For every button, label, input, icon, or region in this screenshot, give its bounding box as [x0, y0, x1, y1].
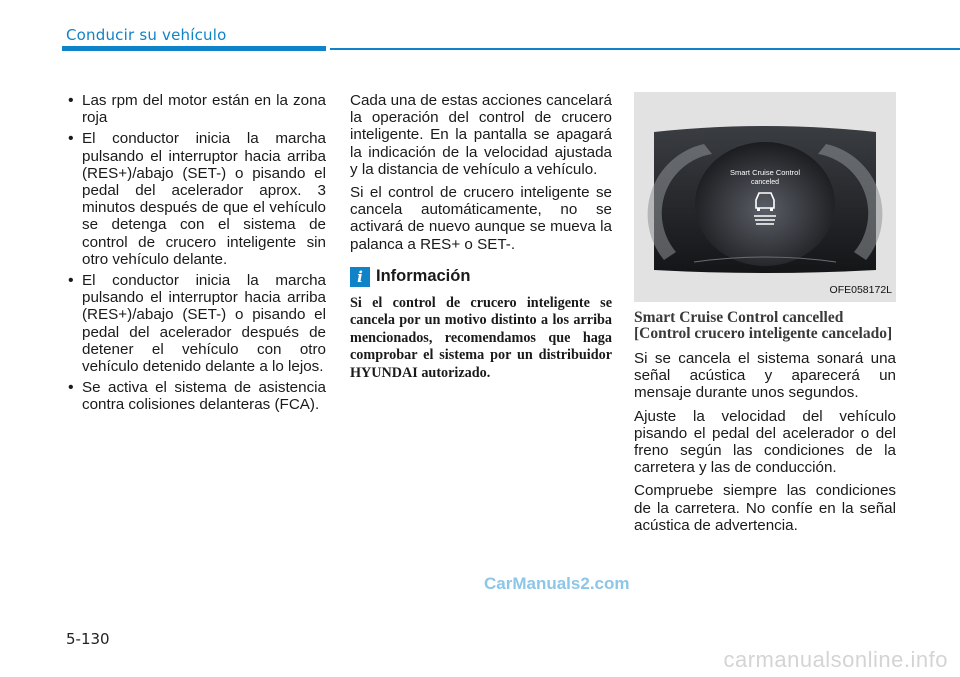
header-rule-thick [62, 46, 326, 51]
info-icon: i [350, 267, 370, 287]
center-display [695, 142, 835, 266]
paragraph: Si el control de crucero inteligente se cancela automáticamente, no se activará de nuevo aunque se mueva la palanca a RES+ o SET-. [350, 184, 612, 253]
list-item: • El conductor inicia la marcha pulsando el interruptor hacia arriba (RES+)/abajo (SET-) o pisando el pedal del acelerador aprox. 3 minutos después de que el vehículo se detenga con el sistema de control de crucero inteligente sin otro vehículo delante. [66, 130, 326, 268]
page-number: 5-130 [66, 630, 110, 648]
column-middle [350, 92, 612, 382]
paragraph: Si se cancela el sistema sonará una señal acústica y aparecerá un mensaje durante unos segundos. [634, 350, 896, 402]
watermark-link[interactable]: CarManuals2.com [484, 574, 630, 593]
list-item: • El conductor inicia la marcha pulsando el interruptor hacia arriba (RES+)/abajo (SET-) o pisando el pedal del acelerador después de detener el vehículo con otro vehículo detenido delante a lo lejos. [66, 272, 326, 375]
cluster-figure [634, 92, 896, 302]
paragraph: Ajuste la velocidad del vehículo pisando el pedal del acelerador o del freno según las condiciones de la carretera y las de conducción. [634, 407, 896, 477]
info-box-header [350, 267, 612, 287]
list-item: • Las rpm del motor están en la zona roja [66, 92, 326, 126]
section-header: Conducir su vehículo [66, 26, 227, 44]
paragraph: Compruebe siempre las condiciones de la carretera. No confíe en la señal acústica de advertencia. [634, 482, 896, 534]
paragraph: Cada una de estas acciones cancelará la operación del control de crucero inteligente. En la pantalla se apagará la indicación de la velocidad ajustada y la distancia de vehículo a vehículo. [350, 92, 612, 178]
column-left [66, 92, 326, 418]
list-item: • Se activa el sistema de asistencia contra colisiones delanteras (FCA). [66, 379, 326, 413]
section-title: Smart Cruise Control cancelled [Control crucero inteligente cancelado] [634, 309, 893, 342]
footer-watermark: carmanualsonline.info [723, 647, 948, 672]
info-title: Información [376, 267, 471, 286]
cluster-message-line2: canceled [750, 179, 780, 186]
cluster-message-line1: Smart Cruise Control [729, 168, 801, 177]
info-body: Si el control de crucero inteligente se cancela por un motivo distinto a los arriba mencionados, recomendamos que haga comprobar el sistema por un distribuidor HYUNDAI autorizado. [350, 294, 612, 381]
figure-caption: OFE058172L [829, 283, 892, 296]
column-right [634, 92, 896, 540]
instrument-cluster-illustration [634, 92, 896, 302]
header-rule-thin [330, 48, 960, 50]
cancel-conditions-list [66, 92, 326, 414]
